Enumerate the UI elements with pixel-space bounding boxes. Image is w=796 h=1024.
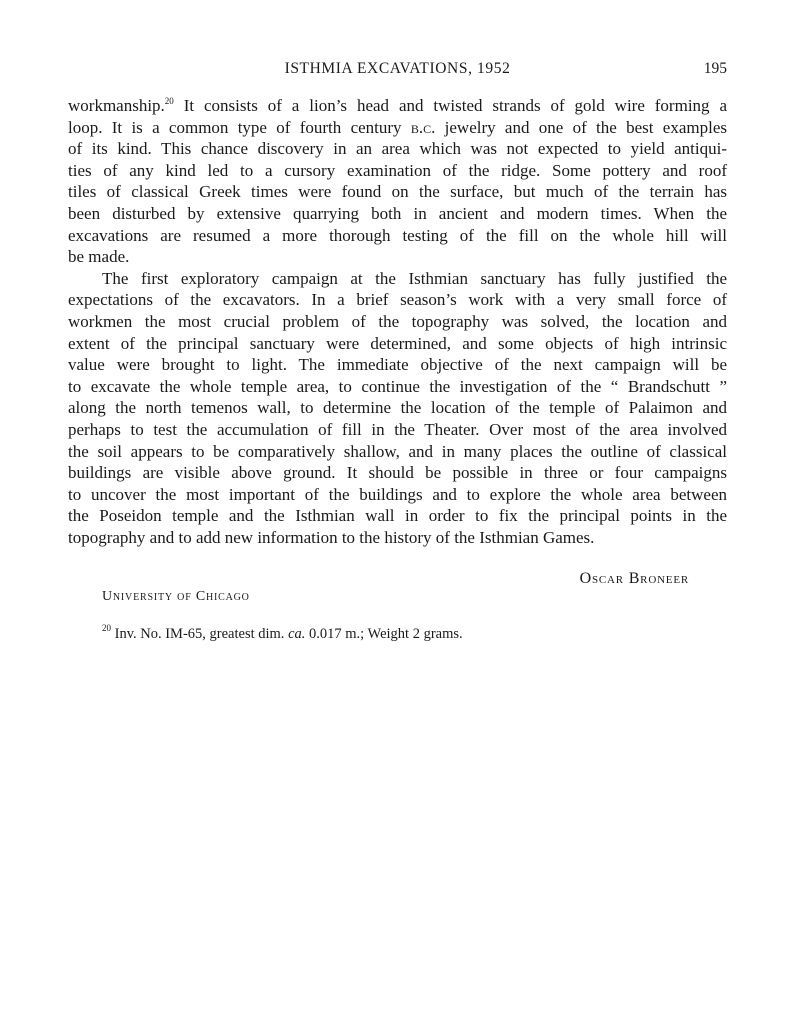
footnote-ref: 20 <box>164 96 174 106</box>
text-line: the soil appears to be comparatively shallow, and in many places the outline of classical <box>68 441 727 461</box>
text-line: expectations of the excavators. In a brief season’s work with a very small force of <box>68 290 727 310</box>
body-text <box>68 95 727 548</box>
text-line: excavations are resumed a more thorough testing of the fill on the whole hill will <box>68 225 727 245</box>
text-line: value were brought to light. The immediate objective of the next campaign will be <box>68 355 727 375</box>
page-number: 195 <box>703 60 727 77</box>
text-line: along the north temenos wall, to determine the location of the temple of Palaimon and <box>68 398 727 418</box>
text-line: been disturbed by extensive quarrying both in ancient and modern times. When the <box>68 203 727 223</box>
text-line: topography and to add new information to the history of the Isthmian Games. <box>68 527 595 547</box>
text-line: be made. <box>68 247 130 267</box>
running-title: ISTHMIA EXCAVATIONS, 1952 <box>284 60 511 77</box>
running-header <box>68 60 727 82</box>
text-line: tiles of classical Greek times were found on the surface, but much of the terrain has <box>68 182 727 202</box>
footnote-text: Inv. No. IM-65, greatest dim. <box>111 626 289 642</box>
text-fragment: jewelry and one of the best examples <box>435 117 728 137</box>
footnote-italic: ca. <box>288 626 306 642</box>
text-fragment: loop. It is a common type of fourth century <box>68 117 411 137</box>
footnote <box>102 623 463 643</box>
text-line: perhaps to test the accumulation of fill in the Theater. Over most of the area involved <box>68 419 727 439</box>
text-line: extent of the principal sanctuary were determined, and some objects of high intrinsic <box>68 333 727 353</box>
text-line: to excavate the whole temple area, to continue the investigation of the “ Brandschutt ” <box>68 376 727 396</box>
author-signature: Oscar Broneer <box>579 570 689 587</box>
text-line: buildings are visible above ground. It should be possible in three or four campaigns <box>68 463 727 483</box>
text-line: the Poseidon temple and the Isthmian wall in order to fix the principal points in the <box>68 506 727 526</box>
text-line <box>68 95 727 117</box>
author-affiliation: University of Chicago <box>102 589 250 604</box>
text-line: The first exploratory campaign at the Isthmian sanctuary has fully justified the <box>102 268 727 288</box>
text-line: to uncover the most important of the buildings and to explore the whole area between <box>68 484 727 504</box>
text-line: of its kind. This chance discovery in an area which was not expected to yield antiqui- <box>68 139 727 159</box>
text-line: ties of any kind led to a cursory examination of the ridge. Some pottery and roof <box>68 160 727 180</box>
text-fragment: It consists of a lion’s head and twisted strands of gold wire forming a <box>173 96 727 115</box>
text-line: workmen the most crucial problem of the topography was solved, the location and <box>68 311 727 331</box>
footnote-text: 0.017 m.; Weight 2 grams. <box>305 626 463 642</box>
text-line <box>68 117 727 139</box>
text-fragment: workmanship. <box>68 96 165 115</box>
footnote-number: 20 <box>102 623 111 633</box>
small-caps-abbrev: b.c. <box>410 117 436 137</box>
